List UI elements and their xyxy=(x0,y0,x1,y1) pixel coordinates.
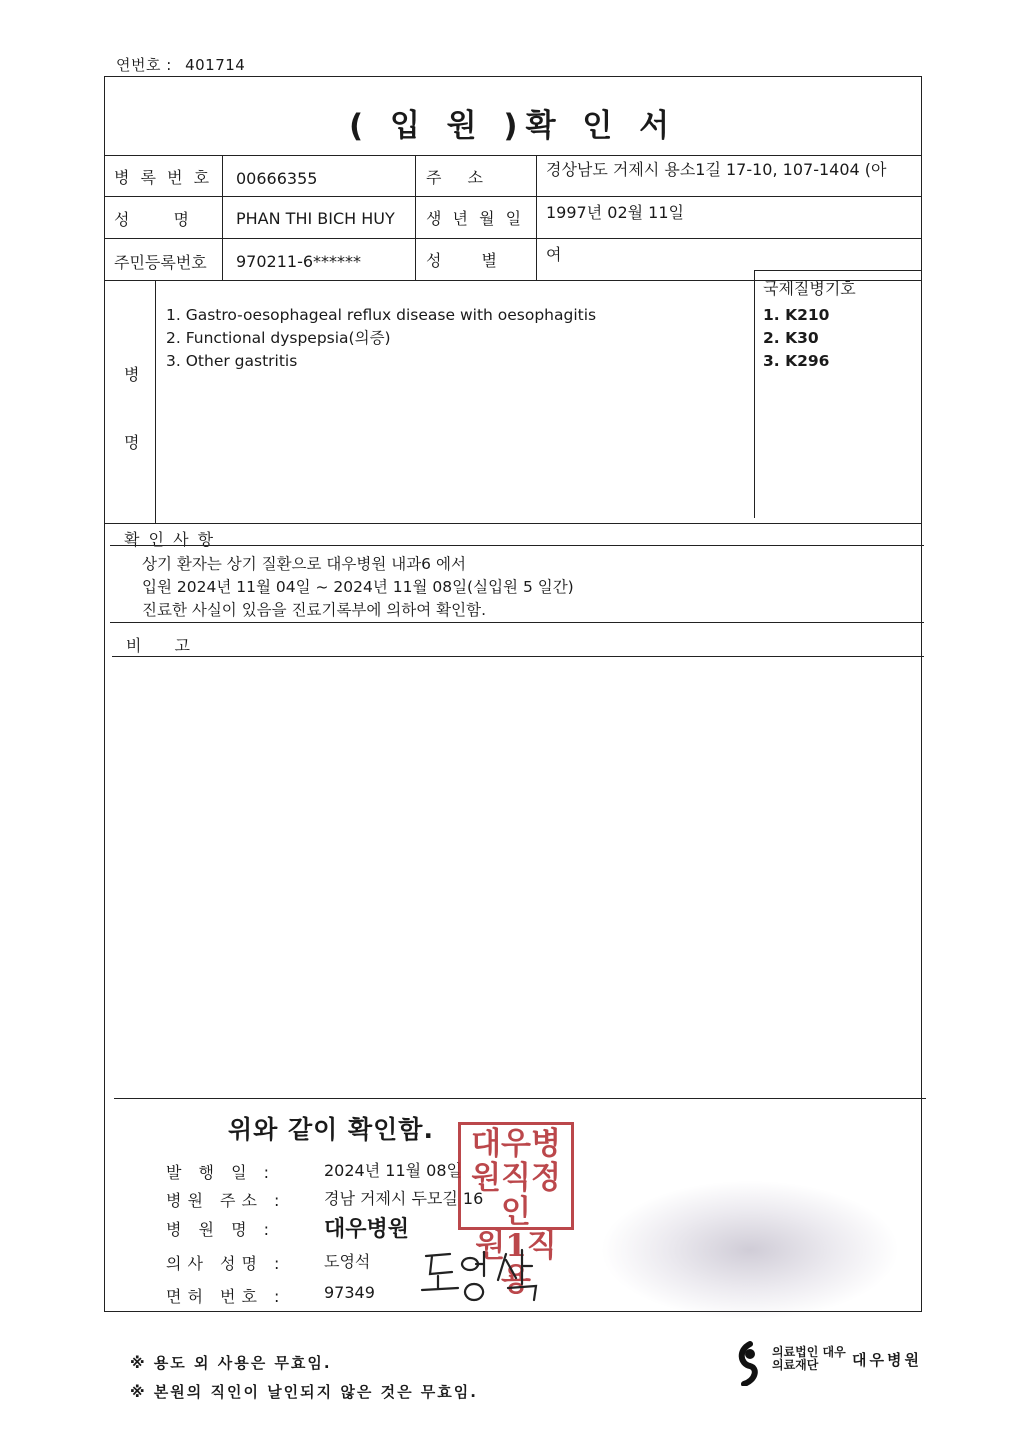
serial-number xyxy=(116,54,245,75)
divider xyxy=(104,238,922,239)
seal-line: 원직정인 xyxy=(471,1160,561,1230)
serial-value: 401714 xyxy=(185,56,246,74)
resident-number-label: 주민등록번호 xyxy=(114,253,207,272)
divider xyxy=(110,545,924,546)
name-label: 성명 xyxy=(114,210,233,229)
doctor-signature xyxy=(418,1244,548,1304)
confirmation-text xyxy=(142,553,574,622)
confirmation-header: 확 인 사 항 xyxy=(124,530,216,549)
logo-hospital-name: 대우병원 xyxy=(852,1351,922,1369)
icd-code: 2. K30 xyxy=(763,329,819,347)
document-title: ( 입 원 )확 인 서 xyxy=(348,108,678,144)
license-label: 면허 번호 : xyxy=(166,1287,286,1306)
sex-value: 여 xyxy=(546,245,562,264)
diagnosis-label-top: 병 xyxy=(124,365,140,384)
divider xyxy=(110,622,924,623)
diagnosis-label-bottom: 명 xyxy=(124,433,140,452)
address-value: 경상남도 거제시 용소1길 17-10, 107-1404 (아 xyxy=(546,160,887,179)
divider xyxy=(104,155,922,156)
record-number-label: 병 록 번 호 xyxy=(114,168,213,187)
logo-foundation: 의료법인 대우의료재단 xyxy=(772,1345,846,1372)
diagnosis-item: 1. Gastro-oesophageal reflux disease with oesophagitis xyxy=(166,306,597,324)
divider xyxy=(754,270,755,518)
divider xyxy=(114,1098,926,1099)
hospital-seal-stamp xyxy=(458,1122,574,1298)
divider xyxy=(104,523,922,524)
record-number-value: 00666355 xyxy=(236,169,318,188)
icd-code: 3. K296 xyxy=(763,352,830,370)
icd-header: 국제질병기호 xyxy=(763,279,856,298)
print-smudge xyxy=(600,1180,900,1320)
doctor-label: 의사 성명 : xyxy=(166,1254,286,1273)
name-value: PHAN THI BICH HUY xyxy=(236,209,395,228)
issue-date-label: 발 행 일 : xyxy=(166,1163,276,1182)
note-line: ※ 용도 외 사용은 무효임. xyxy=(130,1354,332,1372)
serial-label: 연번호 : xyxy=(116,56,172,74)
confirmation-line: 진료한 사실이 있음을 진료기록부에 의하여 확인함. xyxy=(142,601,486,619)
confirmation-line: 상기 환자는 상기 질환으로 대우병원 내과6 에서 xyxy=(142,555,466,573)
hospital-name-label: 병 원 명 : xyxy=(166,1220,276,1239)
diagnosis-item: 2. Functional dyspepsia(의증) xyxy=(166,329,391,347)
remarks-header: 비 고 xyxy=(126,636,204,655)
dob-value: 1997년 02월 11일 xyxy=(546,203,684,222)
resident-number-value: 970211-6****** xyxy=(236,252,362,271)
hospital-address-label: 병원 주소 : xyxy=(166,1191,286,1210)
confirmation-line: 입원 2024년 11월 04일 ~ 2024년 11월 08일(실입원 5 일간) xyxy=(142,578,574,596)
license-value: 97349 xyxy=(324,1283,375,1302)
issue-date-value: 2024년 11월 08일 xyxy=(324,1161,462,1180)
dob-label: 생 년 월 일 xyxy=(426,209,525,228)
icd-code: 1. K210 xyxy=(763,306,830,324)
sex-label: 성별 xyxy=(426,251,537,270)
note-line: ※ 본원의 직인이 날인되지 않은 것은 무효임. xyxy=(130,1383,478,1401)
seal-line: 원1직용 xyxy=(475,1228,557,1298)
address-label: 주소 xyxy=(426,168,509,187)
hospital-name-value: 대우병원 xyxy=(324,1217,410,1242)
diagnosis-item: 3. Other gastritis xyxy=(166,352,298,370)
diagnosis-list xyxy=(166,304,596,373)
icd-code-list xyxy=(763,304,829,373)
closing-statement: 위와 같이 확인함. xyxy=(228,1115,434,1144)
divider xyxy=(155,280,156,524)
divider xyxy=(415,155,416,280)
divider xyxy=(112,656,924,657)
seal-line: 대우병 xyxy=(471,1126,561,1162)
divider xyxy=(104,196,922,197)
divider xyxy=(754,270,922,271)
hospital-address-value: 경남 거제시 두모길 16 xyxy=(324,1189,484,1208)
doctor-value: 도영석 xyxy=(324,1252,371,1271)
